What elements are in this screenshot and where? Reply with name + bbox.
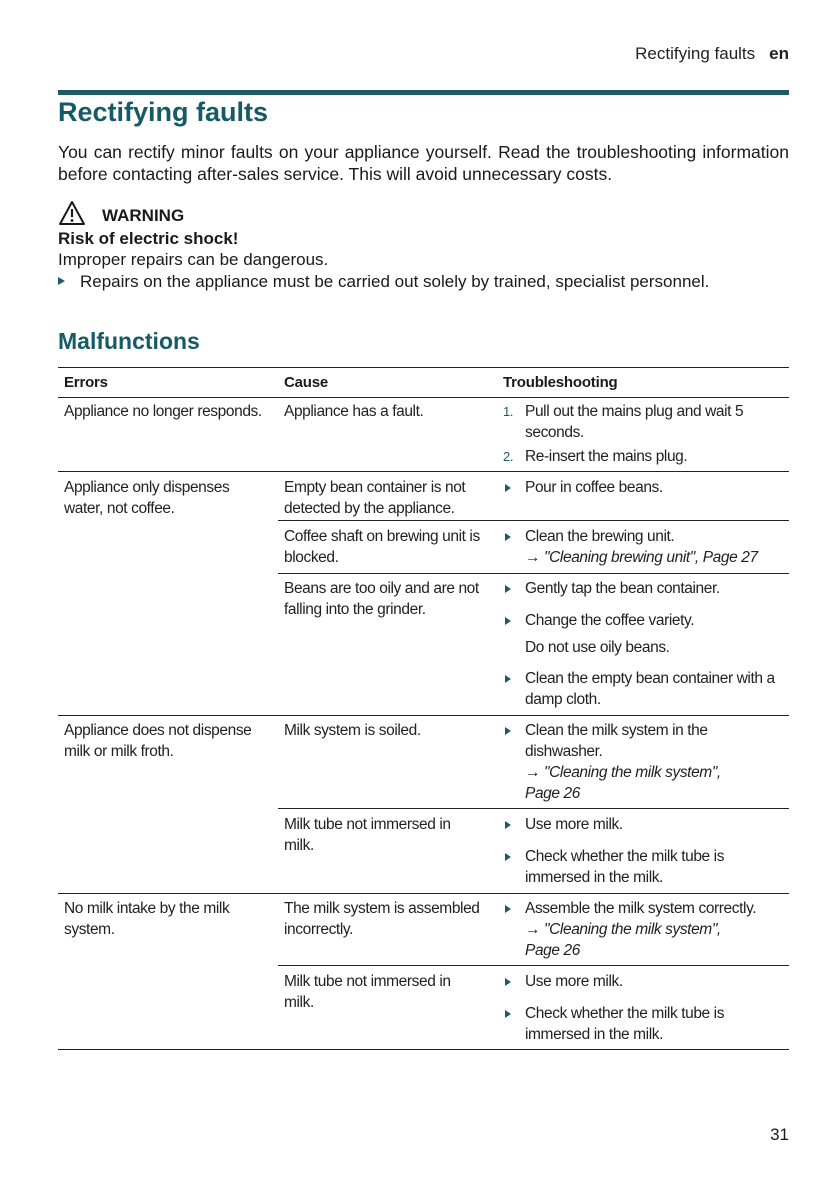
table-bottom-rule [58,1049,789,1050]
table-cell-step: Pull out the mains plug and wait 5 seconds. [525,403,744,441]
table-cell-action: Clean the milk system in the dishwasher. [525,722,708,760]
table-cell-action: Use more milk. [525,816,623,833]
bullet-triangle-icon [505,727,511,735]
table-header [58,367,789,398]
warning-action [58,271,789,292]
table-cell-action: Change the coffee variety. [525,612,695,629]
row-divider [58,893,789,894]
table-cell-error: Appliance only dispenses water, not coffee. [64,479,230,517]
table-cell-cause: The milk system is assembled incorrectly. [284,900,480,938]
warning-header [58,200,184,226]
bullet-triangle-icon [505,821,511,829]
bullet-triangle-icon [505,978,511,986]
table-cell-cause: Beans are too oily and are not falling into the grinder. [284,580,479,618]
running-header-section: Rectifying faults [635,44,756,63]
row-divider [58,471,789,472]
arrow-right-icon: → [525,921,541,938]
table-cell-cause: Milk tube not immersed in milk. [284,816,451,854]
column-header-cause: Cause [284,374,329,391]
bullet-triangle-icon [505,617,511,625]
table-cell-error: Appliance no longer responds. [64,403,262,420]
language-code: en [769,44,789,63]
table-cell-action: Clean the empty bean container with a damp cloth. [525,670,775,708]
table-cell-cause: Milk system is soiled. [284,722,421,739]
table-cell-action: Check whether the milk tube is immersed in the milk. [525,848,725,886]
table-cell-action: Assemble the milk system correctly. [525,900,757,917]
step-number [503,446,517,467]
step-number-1: 1. [503,404,514,419]
warning-label: WARNING [102,206,185,225]
warning-action-text: Repairs on the appliance must be carried out solely by trained, specialist personnel. [80,272,710,291]
row-divider [278,965,789,966]
bullet-triangle-icon [505,484,511,492]
warning-risk: Risk of electric shock! [58,229,239,248]
row-divider [278,520,789,521]
arrow-right-icon: → [525,549,541,566]
table-cell-action: Check whether the milk tube is immersed in the milk. [525,1005,725,1043]
table-cell-action: Gently tap the bean container. [525,580,720,597]
table-cell-note: Do not use oily beans. [525,639,670,656]
table-cell-step: Re-insert the mains plug. [525,448,688,465]
reference-page: Page 26 [525,785,580,802]
column-header-errors: Errors [64,374,108,391]
row-divider [58,715,789,716]
table-cell-action: Use more milk. [525,973,623,990]
cross-reference [525,547,789,568]
reference-page: Page 26 [525,942,580,959]
reference-text: "Cleaning brewing unit", Page 27 [544,549,758,566]
section-heading: Malfunctions [58,328,200,354]
table-cell-cause: Empty bean container is not detected by the appliance. [284,479,466,517]
table-cell-action: Pour in coffee beans. [525,479,663,496]
step-number-2: 2. [503,449,514,464]
table-cell-error: No milk intake by the milk system. [64,900,230,938]
row-divider [278,808,789,809]
page-number: 31 [770,1125,789,1144]
running-header [635,44,789,64]
page-title: Rectifying faults [58,97,269,127]
warning-description: Improper repairs can be dangerous. [58,250,329,269]
cross-reference [525,762,789,783]
cross-reference [525,919,789,940]
malfunctions-table [58,367,789,1043]
bullet-triangle-icon [505,675,511,683]
table-cell-error: Appliance does not dispense milk or milk froth. [64,722,252,760]
column-header-troubleshooting: Troubleshooting [503,374,618,391]
table-cell-action: Clean the brewing unit. [525,528,675,545]
table-cell-cause: Milk tube not immersed in milk. [284,973,451,1011]
warning-icon [58,200,86,226]
bullet-triangle-icon [505,533,511,541]
table-cell-cause: Appliance has a fault. [284,403,424,420]
bullet-triangle-icon [505,1010,511,1018]
bullet-triangle-icon [58,277,65,285]
row-divider [278,573,789,574]
reference-text: "Cleaning the milk system", [544,764,721,781]
intro-paragraph: You can rectify minor faults on your appliance yourself. Read the troubleshooting information before contacting after-sales service. This will avoid unnecessary costs. [58,142,789,184]
reference-text: "Cleaning the milk system", [544,921,721,938]
header-rule [58,90,789,95]
step-number [503,401,517,422]
arrow-right-icon: → [525,764,541,781]
bullet-triangle-icon [505,585,511,593]
bullet-triangle-icon [505,853,511,861]
table-cell-cause: Coffee shaft on brewing unit is blocked. [284,528,480,566]
bullet-triangle-icon [505,905,511,913]
